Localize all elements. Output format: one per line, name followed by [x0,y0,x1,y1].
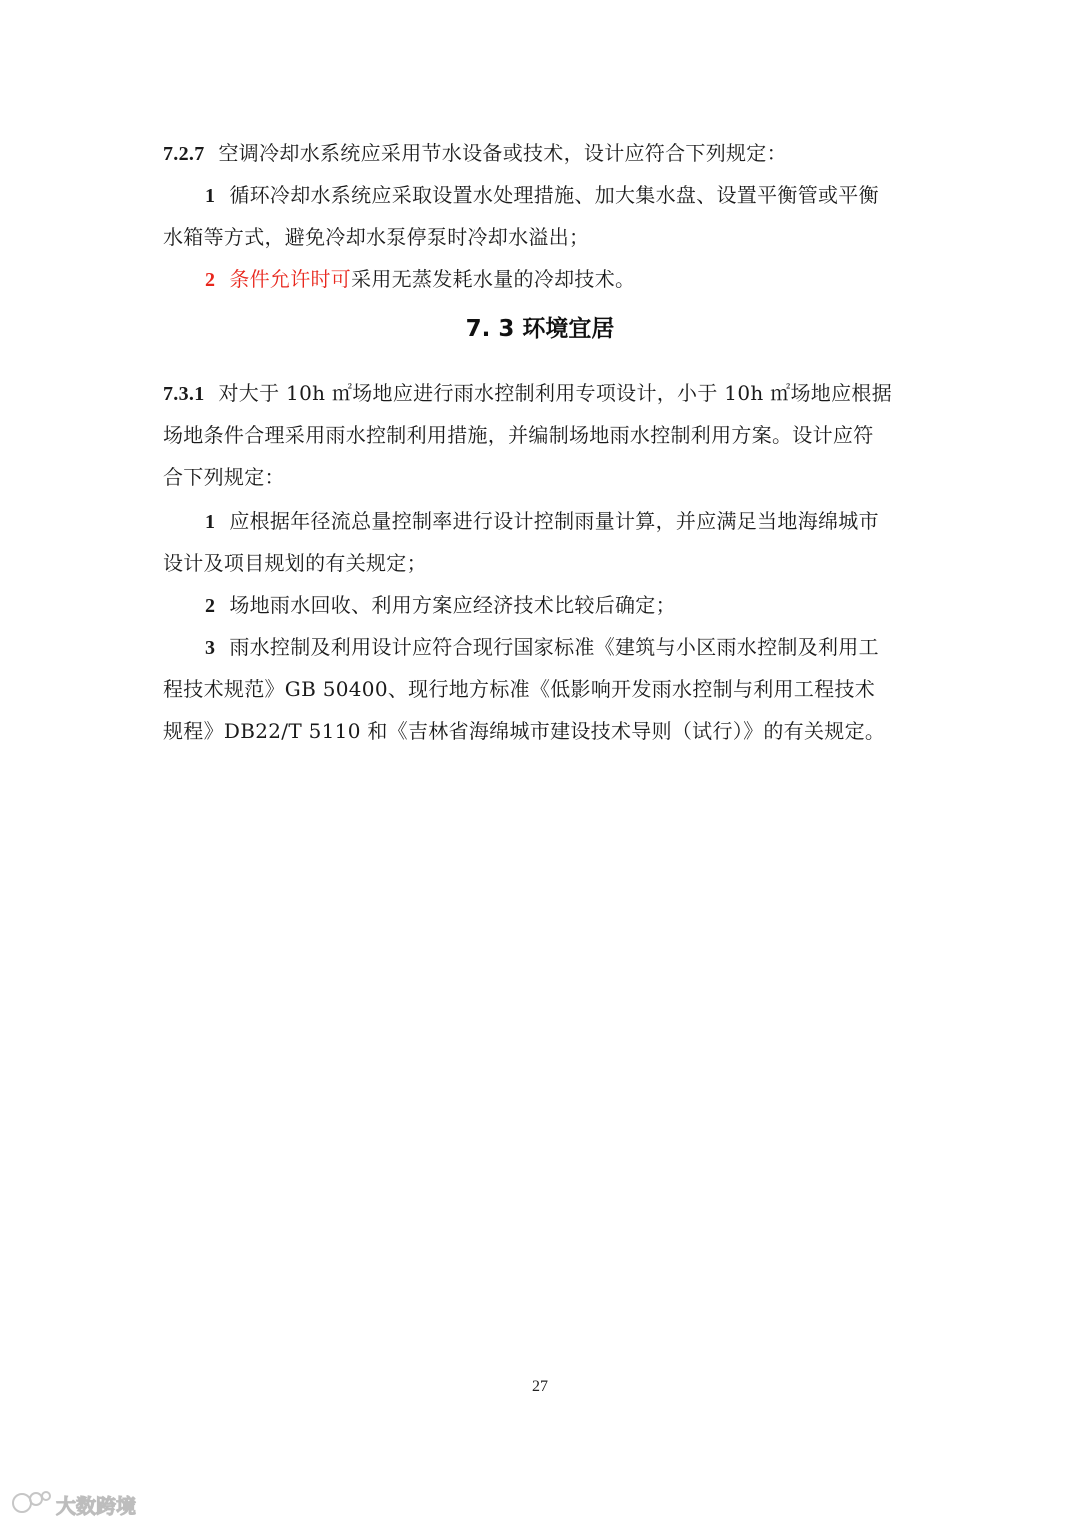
item-text: 应根据年径流总量控制率进行设计控制雨量计算，并应满足当地海绵城市 [229,509,879,533]
clause-text: 空调冷却水系统应采用节水设备或技术，设计应符合下列规定： [218,141,787,165]
item-text: 场地雨水回收、利用方案应经济技术比较后确定； [229,593,676,617]
clause-7-3-1-item-3-line-1 [205,632,879,663]
clause-7-3-1-line-2 [163,420,874,450]
item-text: 规程》DB22/T 5110 和《吉林省海绵城市建设技术导则（试行）》的有关规定。 [163,719,886,743]
clause-text: 场地条件合理采用雨水控制利用措施，并编制场地雨水控制利用方案。设计应符 [163,423,874,447]
clause-7-2-7 [163,138,787,169]
clause-7-3-1-item-3-line-2 [163,674,875,704]
item-text: 雨水控制及利用设计应符合现行国家标准《建筑与小区雨水控制及利用工 [229,635,879,659]
watermark-text: 大数跨境 [56,1493,136,1518]
clause-7-2-7-item-2 [205,264,635,295]
item-text: 循环冷却水系统应采取设置水处理措施、加大集水盘、设置平衡管或平衡 [229,183,879,207]
item-number: 2 [205,595,216,617]
clause-7-3-1-item-1-line-2 [163,548,427,578]
page-number: 27 [532,1378,548,1395]
item-number: 3 [205,637,216,659]
clause-7-3-1-line-1 [163,378,892,409]
item-text: 采用无蒸发耗水量的冷却技术。 [351,267,636,291]
clause-7-2-7-item-1-line-2 [163,222,589,252]
clause-7-3-1-item-1-line-1 [205,506,879,537]
clause-7-3-1-line-3 [163,462,285,492]
bubble-logo-icon [10,1487,52,1521]
item-number: 2 [205,269,216,291]
clause-7-2-7-item-1-line-1 [205,180,879,211]
item-number: 1 [205,185,216,207]
highlighted-text: 条件允许时可 [229,267,352,291]
clause-7-3-1-item-3-line-3 [163,716,885,746]
clause-7-3-1-item-2 [205,590,676,621]
item-text: 设计及项目规划的有关规定； [163,551,427,575]
clause-number: 7.2.7 [163,143,205,165]
clause-text: 合下列规定： [163,465,285,489]
clause-text: 对大于 10h ㎡场地应进行雨水控制利用专项设计，小于 10h ㎡场地应根据 [218,381,892,405]
watermark [10,1487,136,1521]
section-heading: 7. 3 环境宜居 [465,316,615,342]
item-text: 程技术规范》GB 50400、现行地方标准《低影响开发雨水控制与利用工程技术 [163,677,876,701]
item-number: 1 [205,511,216,533]
item-text: 水箱等方式，避免冷却水泵停泵时冷却水溢出； [163,225,590,249]
clause-number: 7.3.1 [163,383,205,405]
